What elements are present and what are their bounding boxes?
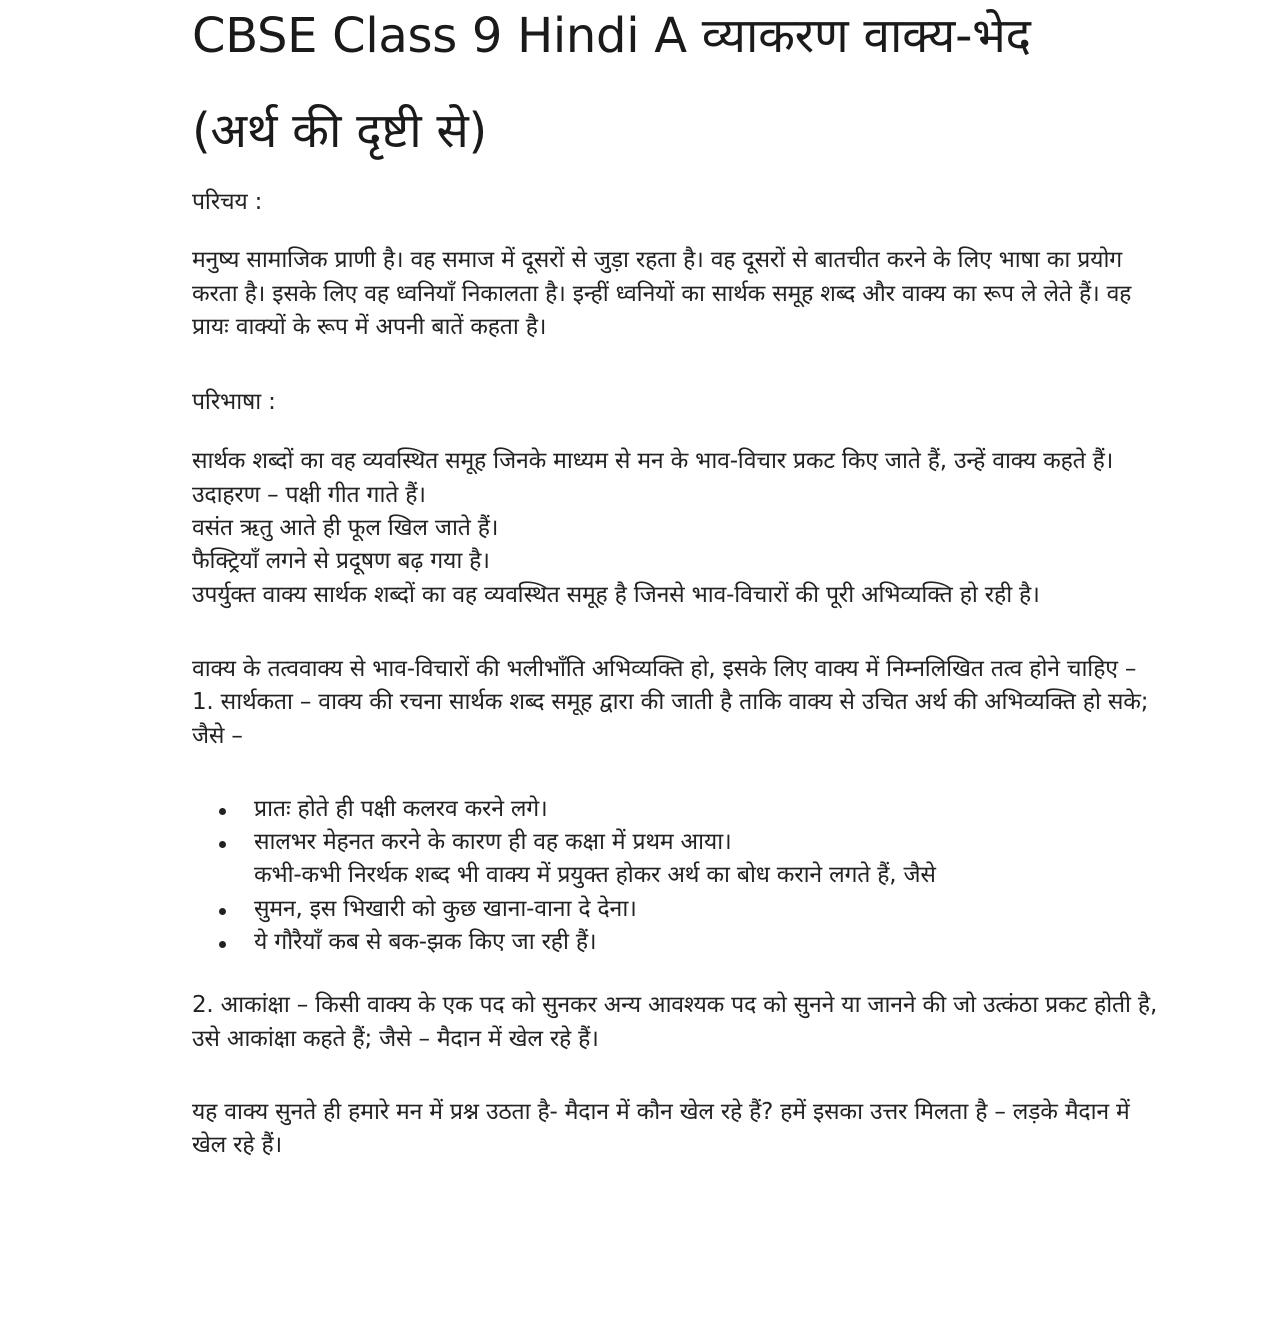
elements-intro: वाक्य के तत्ववाक्य से भाव-विचारों की भलीभाँति अभिव्यक्ति हो, इसके लिए वाक्य में निम्नलिखित तत्व होने चाहिए – [192, 655, 1137, 682]
title-line-1: CBSE Class 9 Hindi A व्याकरण वाक्य-भेद [192, 8, 1031, 64]
list-item: सालभर मेहनत करने के कारण ही वह कक्षा में प्रथम आया। [254, 826, 1167, 859]
page-title [192, 8, 1167, 159]
list-item: सुमन, इस भिखारी को कुछ खाना-वाना दे देना। [254, 893, 1167, 926]
example-line: फैक्ट्रियाँ लगने से प्रदूषण बढ़ गया है। [192, 548, 490, 575]
definition-label: परिभाषा : [192, 389, 276, 416]
document-page [192, 0, 1167, 1163]
list-item: ये गौरैयाँ कब से बक-झक किए जा रही हैं। [254, 926, 1167, 959]
example-line: वसंत ऋतु आते ही फूल खिल जाते हैं। [192, 515, 499, 542]
title-line-2: (अर्थ की दृष्टी से) [192, 103, 487, 159]
examples-summary: उपर्युक्त वाक्य सार्थक शब्दों का वह व्यवस्थित समूह है जिनसे भाव-विचारों की पूरी अभिव्यक्ति हो रही है। [192, 581, 1040, 608]
definition-paragraph: सार्थक शब्दों का वह व्यवस्थित समूह जिनके माध्यम से मन के भाव-विचार प्रकट किए जाते हैं, उन्हें वाक्य कहते हैं। [192, 448, 1114, 475]
example-bullet-list [192, 793, 1167, 959]
closing-paragraph: यह वाक्य सुनते ही हमारे मन में प्रश्न उठता है- मैदान में कौन खेल रहे हैं? हमें इसका उत्तर मिलता है – लड़के मैदान में खेल रहे हैं। [192, 1098, 1130, 1159]
list-item-note: कभी-कभी निरर्थक शब्द भी वाक्य में प्रयुक्त होकर अर्थ का बोध कराने लगते हैं, जैसे [254, 862, 936, 889]
example-line: उदाहरण – पक्षी गीत गाते हैं। [192, 481, 426, 508]
intro-label: परिचय : [192, 189, 263, 215]
list-item: प्रातः होते ही पक्षी कलरव करने लगे। [254, 793, 1167, 826]
point-meaningfulness: 1. सार्थकता – वाक्य की रचना सार्थक शब्द समूह द्वारा की जाती है ताकि वाक्य से उचित अर्थ की अभिव्यक्ति हो सके; जैसे – [192, 689, 1149, 749]
intro-paragraph: मनुष्य सामाजिक प्राणी है। वह समाज में दूसरों से जुड़ा रहता है। वह दूसरों से बातचीत करने के लिए भाषा का प्रयोग करता है। इसके लिए वह ध्वनियाँ निकालता है। इन्हीं ध्वनियों का सार्थक समूह शब्द और वाक्य का रूप ले लेते हैं। वह प्रायः वाक्यों के रूप में अपनी बातें कहता है। [192, 247, 1132, 340]
point-expectancy: 2. आकांक्षा – किसी वाक्य के एक पद को सुनकर अन्य आवश्यक पद को सुनने या जानने की जो उत्कंठा प्रकट होती है, उसे आकांक्षा कहते हैं; जैसे – मैदान में खेल रहे हैं। [192, 992, 1158, 1052]
